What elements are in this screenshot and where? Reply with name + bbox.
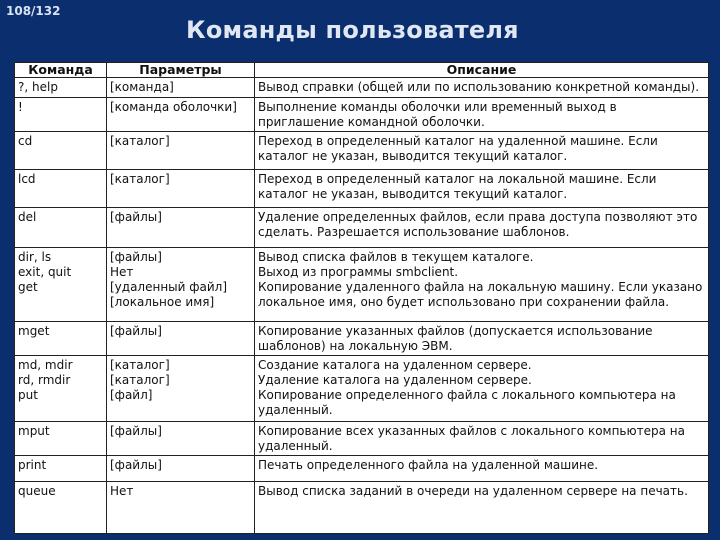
cell-command: del [15,208,107,248]
slide-number: 108/132 [6,4,61,18]
cell-params: [команда] [107,78,255,98]
cell-params: [каталог] [107,170,255,208]
cell-description: Вывод списка заданий в очереди на удаленном сервере на печать. [255,482,709,534]
column-header-params: Параметры [107,63,255,78]
cell-description: Создание каталога на удаленном сервере. Удаление каталога на удаленном сервере. Копирование определенного файла с локального компьютера на удаленный. [255,356,709,422]
table-row [15,98,709,132]
cell-description: Удаление определенных файлов, если права доступа позволяют это сделать. Разрешается использование шаблонов. [255,208,709,248]
cell-command: lcd [15,170,107,208]
commands-table-container [14,62,708,534]
cell-params: [файлы] [107,322,255,356]
cell-params: [файлы] Нет [удаленный файл] [локальное имя] [107,248,255,322]
page-title: Команды пользователя [186,16,519,44]
cell-command: ! [15,98,107,132]
table-row [15,356,709,422]
cell-command: mget [15,322,107,356]
cell-command: queue [15,482,107,534]
cell-command: cd [15,132,107,170]
cell-command: dir, ls exit, quit get [15,248,107,322]
cell-description: Копирование указанных файлов (допускается использование шаблонов) на локальную ЭВМ. [255,322,709,356]
table-row [15,456,709,482]
cell-description: Переход в определенный каталог на локальной машине. Если каталог не указан, выводится текущий каталог. [255,170,709,208]
cell-params: Нет [107,482,255,534]
table-row [15,482,709,534]
table-row [15,78,709,98]
cell-description: Вывод справки (общей или по использованию конкретной команды). [255,78,709,98]
cell-params: [файлы] [107,208,255,248]
cell-params: [каталог] [каталог] [файл] [107,356,255,422]
cell-description: Печать определенного файла на удаленной машине. [255,456,709,482]
column-header-command: Команда [15,63,107,78]
column-header-description: Описание [255,63,709,78]
cell-description: Переход в определенный каталог на удаленной машине. Если каталог не указан, выводится текущий каталог. [255,132,709,170]
table-row [15,170,709,208]
cell-params: [файлы] [107,456,255,482]
cell-params: [каталог] [107,132,255,170]
table-row [15,248,709,322]
cell-command: md, mdir rd, rmdir put [15,356,107,422]
table-row [15,132,709,170]
cell-command: mput [15,422,107,456]
table-header-row [15,63,709,78]
cell-params: [команда оболочки] [107,98,255,132]
cell-command: ?, help [15,78,107,98]
cell-description: Выполнение команды оболочки или временный выход в приглашение командной оболочки. [255,98,709,132]
cell-description: Копирование всех указанных файлов с локального компьютера на удаленный. [255,422,709,456]
table-row [15,208,709,248]
cell-params: [файлы] [107,422,255,456]
table-row [15,322,709,356]
commands-table [14,62,709,534]
table-row [15,422,709,456]
cell-description: Вывод списка файлов в текущем каталоге. Выход из программы smbclient. Копирование удаленного файла на локальную машину. Если указано локальное имя, оно будет использовано при сохранении файла. [255,248,709,322]
cell-command: print [15,456,107,482]
